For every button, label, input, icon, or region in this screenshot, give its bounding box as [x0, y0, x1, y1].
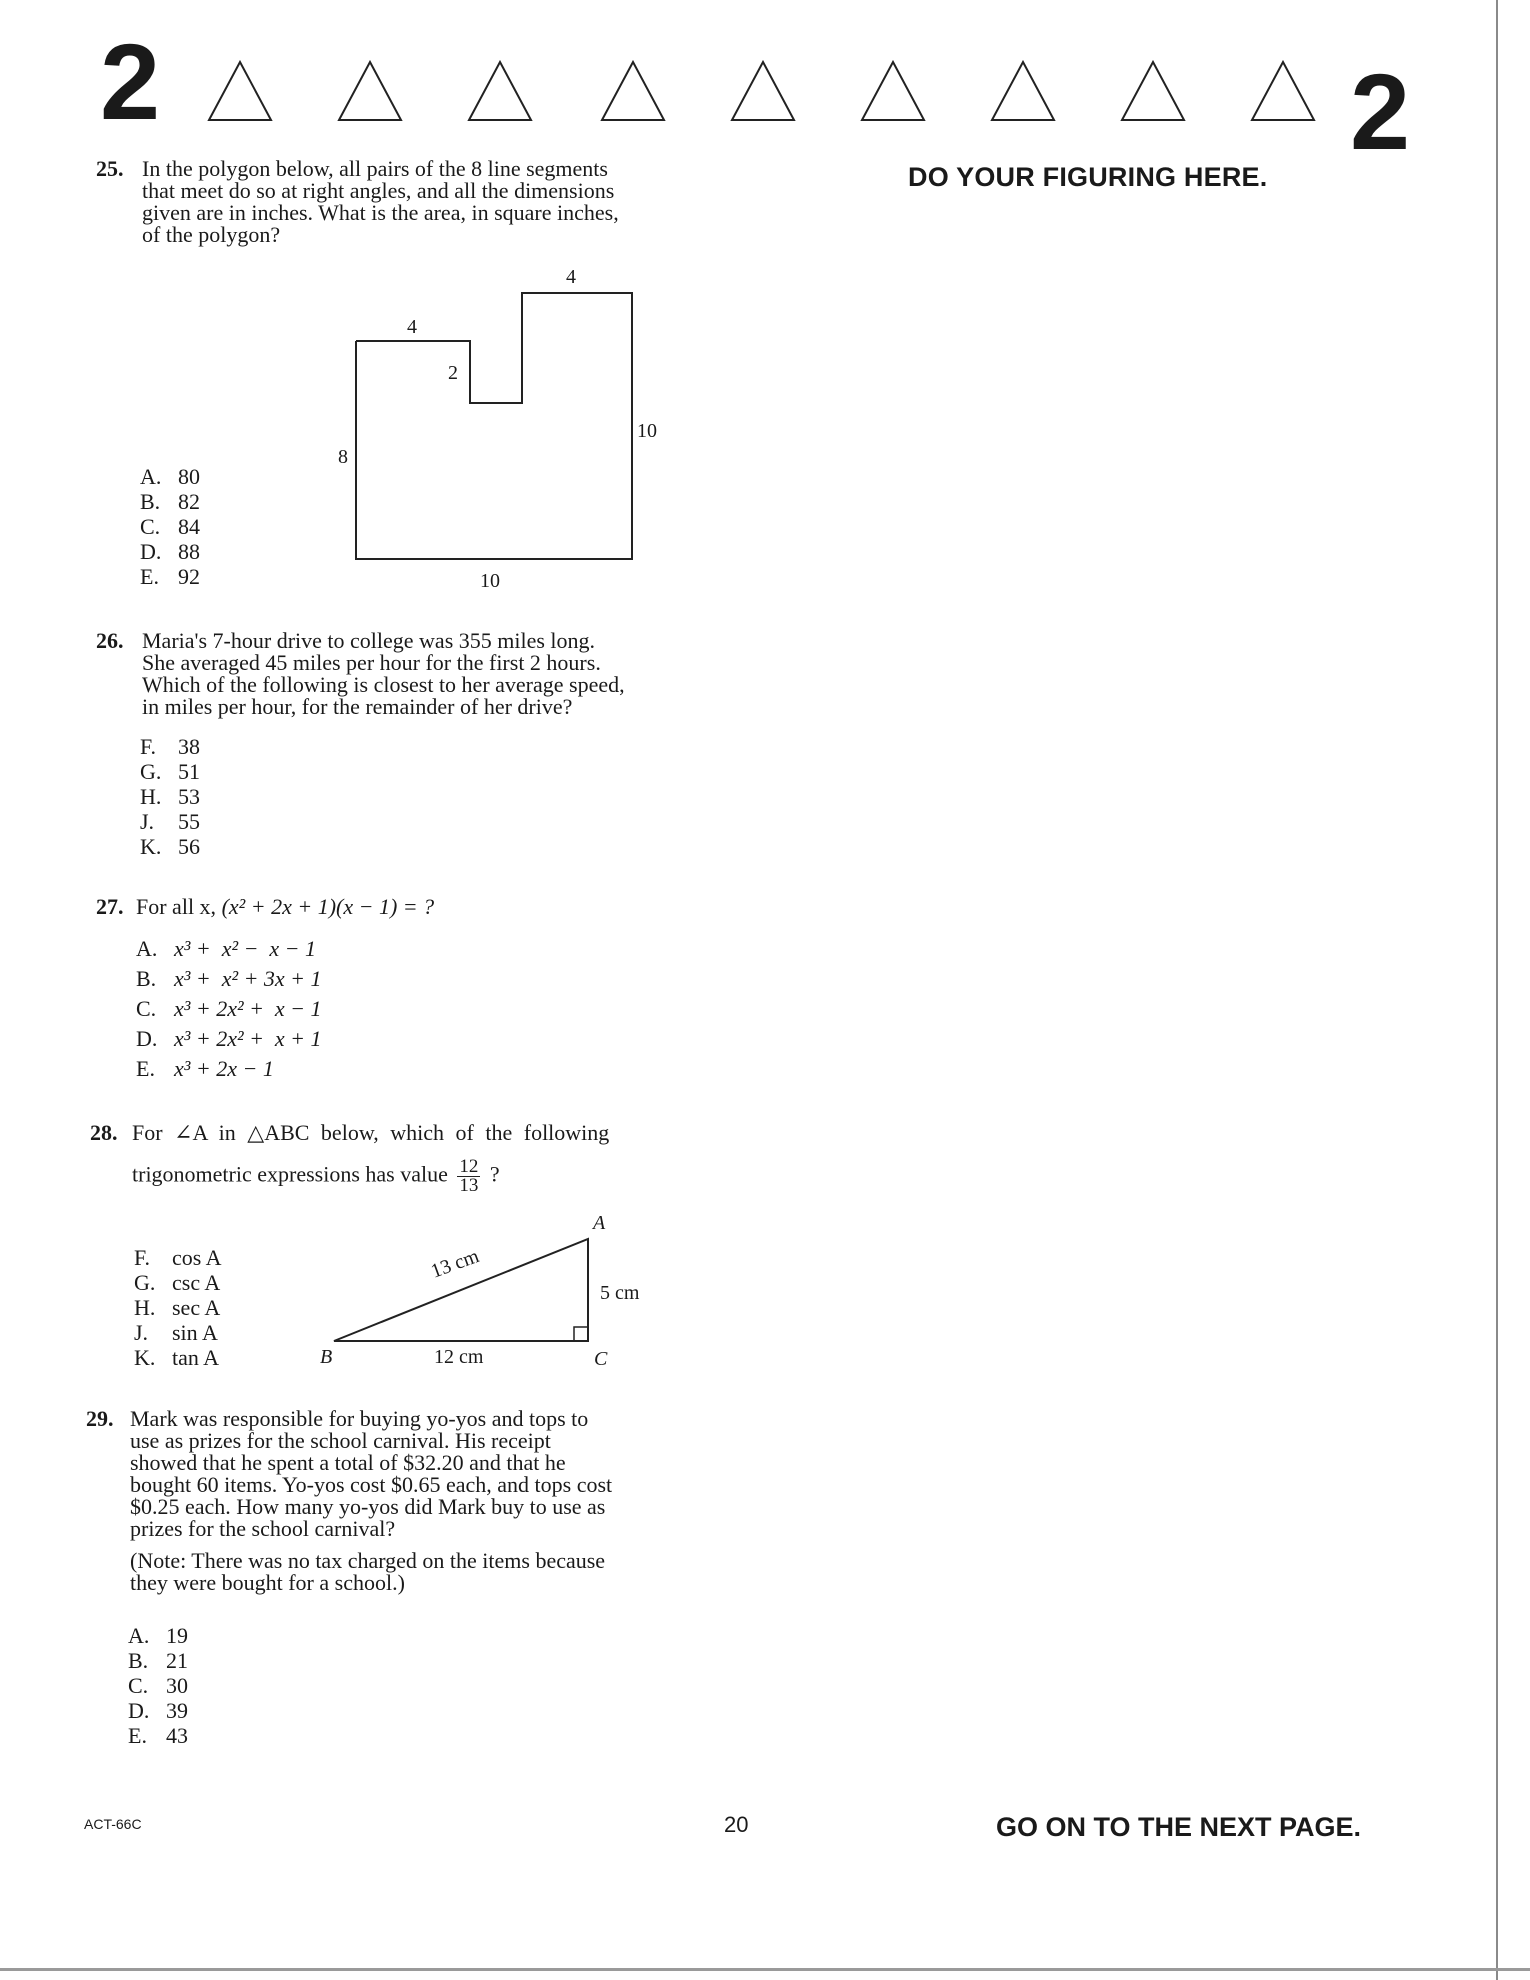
choices-28	[134, 1245, 222, 1370]
answer-choice[interactable]: B. x³ + x² + 3x + 1	[136, 966, 322, 991]
text-line: bought 60 items. Yo-yos cost $0.65 each, and tops cost	[130, 1472, 613, 1497]
question-number: 29.	[86, 1406, 114, 1431]
answer-choice[interactable]: J. 55	[140, 809, 200, 834]
triangle-icon	[598, 58, 668, 124]
text-line: given are in inches. What is the area, in square inches,	[142, 200, 619, 225]
question-text-line1: For ∠A in △ABC below, which of the following	[132, 1120, 610, 1145]
answer-choice[interactable]: C. x³ + 2x² + x − 1	[136, 996, 322, 1021]
text-line: In the polygon below, all pairs of the 8 line segments	[142, 156, 608, 181]
text-line: Mark was responsible for buying yo-yos and tops to	[130, 1406, 589, 1431]
text-line: in miles per hour, for the remainder of her drive?	[142, 694, 573, 719]
answer-choice[interactable]: D. x³ + 2x² + x + 1	[136, 1026, 322, 1051]
fraction: $\frac{12}{13}$	[459, 1156, 479, 1196]
choices-25	[140, 464, 200, 589]
next-page-notice: GO ON TO THE NEXT PAGE.	[996, 1812, 1362, 1842]
question-number: 25.	[96, 156, 124, 181]
note-line: (Note: There was no tax charged on the items because	[130, 1548, 606, 1573]
answer-choice[interactable]: A. x³ + x² − x − 1	[136, 936, 317, 961]
answer-choice[interactable]: D. 88	[140, 539, 200, 564]
answer-choice[interactable]: E. 92	[140, 564, 200, 589]
label-left: 8	[338, 446, 348, 468]
scan-bottom-line	[0, 1968, 1530, 1971]
section-number-right: 2	[1350, 51, 1411, 172]
answer-choice[interactable]: H. 53	[140, 784, 200, 809]
answer-choice[interactable]: A. 19	[128, 1623, 188, 1648]
text-line: She averaged 45 miles per hour for the first 2 hours.	[142, 650, 601, 675]
answer-choice[interactable]: K. 56	[140, 834, 200, 859]
section-number-left: 2	[100, 21, 161, 142]
form-code: ACT-66C	[84, 1816, 142, 1832]
prompt-expression: (x² + 2x + 1)(x − 1) = ?	[221, 894, 435, 919]
text-line: use as prizes for the school carnival. His receipt	[130, 1428, 551, 1453]
answer-choice[interactable]: A. 80	[140, 464, 200, 489]
answer-choice[interactable]: B. 82	[140, 489, 200, 514]
question-text	[142, 630, 782, 718]
answer-choice[interactable]: E. x³ + 2x − 1	[136, 1056, 274, 1081]
polygon-figure	[330, 265, 680, 605]
prompt-prefix: For all x,	[136, 894, 217, 919]
question-text	[142, 158, 782, 246]
triangle-icon	[1248, 58, 1318, 124]
vertex-c-label: C	[594, 1348, 608, 1370]
label-top-right: 4	[566, 266, 576, 288]
base-label: 12 cm	[434, 1346, 484, 1368]
text-line: Maria's 7-hour drive to college was 355 miles long.	[142, 628, 596, 653]
choices-26	[140, 734, 200, 859]
vertex-b-label: B	[320, 1346, 333, 1368]
answer-choice[interactable]: F. 38	[140, 734, 200, 759]
answer-choice[interactable]: C. 84	[140, 514, 200, 539]
page-number: 20	[724, 1812, 749, 1837]
question-text-line2: trigonometric expressions has value $\frac{12}{13}$ ?	[132, 1156, 500, 1196]
choices-29	[128, 1623, 188, 1748]
text-line: that meet do so at right angles, and all the dimensions	[142, 178, 615, 203]
label-notch: 2	[448, 362, 458, 384]
answer-choice[interactable]: J. sin A	[134, 1320, 218, 1345]
text-line: Which of the following is closest to her average speed,	[142, 672, 625, 697]
note-line: they were bought for a school.)	[130, 1570, 405, 1595]
answer-choice[interactable]: G. csc A	[134, 1270, 221, 1295]
triangle-icon	[988, 58, 1058, 124]
scan-edge-line	[1496, 0, 1498, 1980]
triangle-icon	[728, 58, 798, 124]
vertex-a-label: A	[593, 1212, 606, 1234]
question-number: 26.	[96, 628, 124, 653]
answer-choice[interactable]: F. cos A	[134, 1245, 222, 1270]
question-number: 28.	[90, 1120, 118, 1145]
answer-choice[interactable]: C. 30	[128, 1673, 188, 1698]
triangle-icon	[1118, 58, 1188, 124]
label-bottom: 10	[480, 570, 500, 592]
text-line: $0.25 each. How many yo-yos did Mark buy to use as	[130, 1494, 606, 1519]
question-text	[136, 896, 756, 918]
text-line: of the polygon?	[142, 222, 281, 247]
side-label: 5 cm	[600, 1282, 640, 1304]
answer-choice[interactable]: H. sec A	[134, 1295, 221, 1320]
question-text	[130, 1408, 770, 1594]
text-line: showed that he spent a total of $32.20 and that he	[130, 1450, 566, 1475]
text-line: prizes for the school carnival?	[130, 1516, 396, 1541]
label-top-left: 4	[407, 316, 417, 338]
triangle-icon	[465, 58, 535, 124]
triangle-icon	[858, 58, 928, 124]
answer-choice[interactable]: G. 51	[140, 759, 200, 784]
hypotenuse-label: 13 cm	[428, 1245, 482, 1283]
triangle-icon	[205, 58, 275, 124]
answer-choice[interactable]: B. 21	[128, 1648, 188, 1673]
answer-choice[interactable]: K. tan A	[134, 1345, 220, 1370]
label-right: 10	[637, 420, 657, 442]
triangle-icon	[335, 58, 405, 124]
figuring-label: DO YOUR FIGURING HERE.	[908, 162, 1268, 192]
question-number: 27.	[96, 894, 124, 919]
answer-choice[interactable]: E. 43	[128, 1723, 188, 1748]
choices-27	[136, 934, 322, 1084]
answer-choice[interactable]: D. 39	[128, 1698, 188, 1723]
